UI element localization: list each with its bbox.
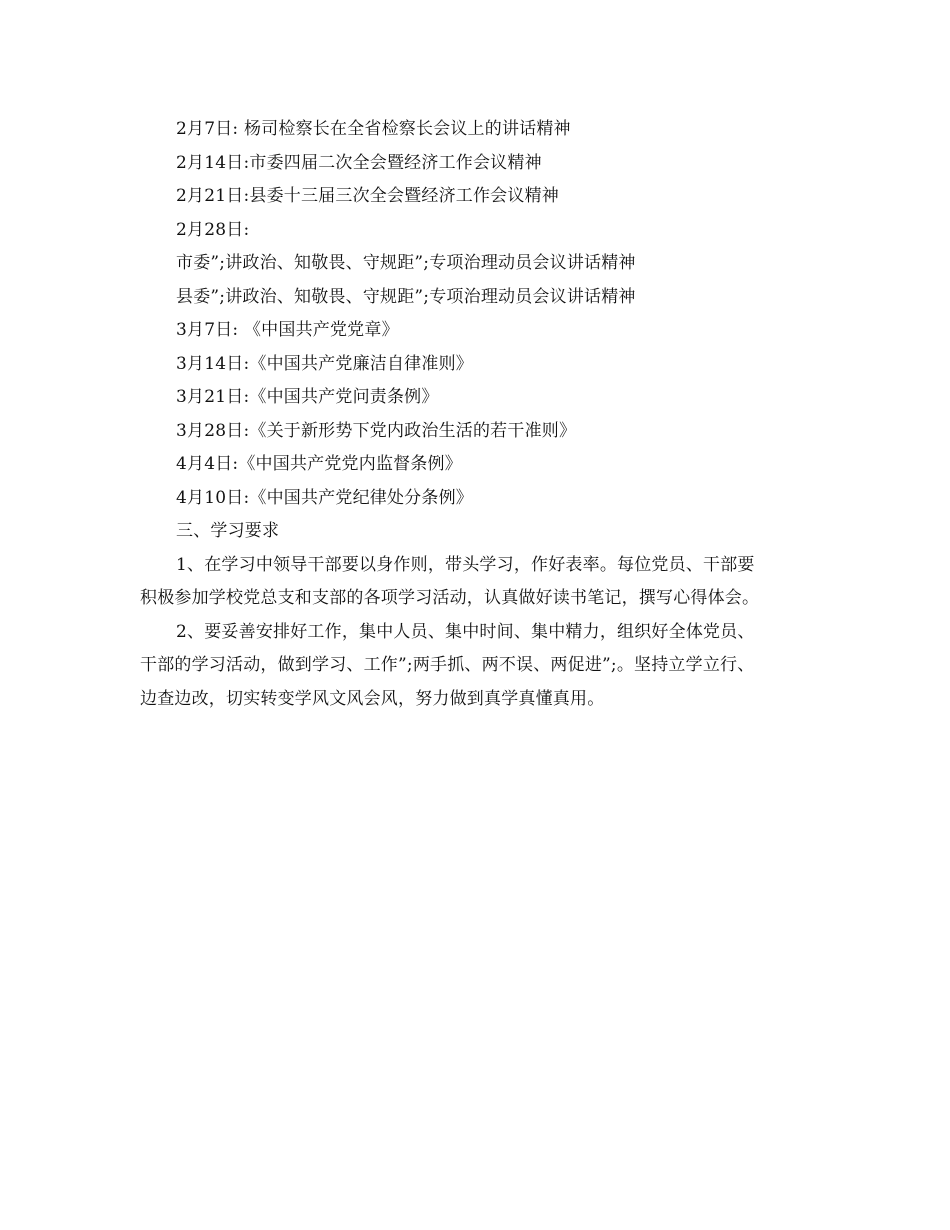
schedule-item: 2月14日:市委四届二次全会暨经济工作会议精神 <box>176 152 542 173</box>
document-body <box>140 113 830 716</box>
schedule-item: 县委”;讲政治、知敬畏、守规距”;专项治理动员会议讲话精神 <box>176 286 636 307</box>
schedule-item: 4月10日:《中国共产党纪律处分条例》 <box>176 487 473 508</box>
requirement-line: 2、要妥善安排好工作，集中人员、集中时间、集中精力，组织好全体党员、 <box>176 621 755 642</box>
schedule-item: 3月7日: 《中国共产党党章》 <box>176 320 399 340</box>
schedule-item: 市委”;讲政治、知敬畏、守规距”;专项治理动员会议讲话精神 <box>176 253 636 273</box>
section-heading: 三、学习要求 <box>176 521 280 541</box>
requirement-line: 1、在学习中领导干部要以身作则，带头学习，作好表率。每位党员、干部要 <box>176 554 755 575</box>
schedule-item: 2月7日: 杨司检察长在全省检察长会议上的讲话精神 <box>176 119 571 139</box>
schedule-item: 3月28日:《关于新形势下党内政治生活的若干准则》 <box>176 420 577 441</box>
requirement-line: 积极参加学校党总支和支部的各项学习活动，认真做好读书笔记，撰写心得体会。 <box>140 588 760 608</box>
schedule-item: 3月21日:《中国共产党问责条例》 <box>176 387 439 407</box>
requirement-line: 边查边改，切实转变学风文风会风，努力做到真学真懂真用。 <box>140 688 605 709</box>
schedule-item: 2月28日: <box>176 219 250 240</box>
schedule-item: 3月14日:《中国共产党廉洁自律准则》 <box>176 353 473 374</box>
schedule-item: 2月21日:县委十三届三次全会暨经济工作会议精神 <box>176 186 559 206</box>
schedule-item: 4月4日:《中国共产党党内监督条例》 <box>176 454 462 474</box>
requirement-line: 干部的学习活动，做到学习、工作”;两手抓、两不误、两促进”;。坚持立学立行、 <box>140 655 755 675</box>
